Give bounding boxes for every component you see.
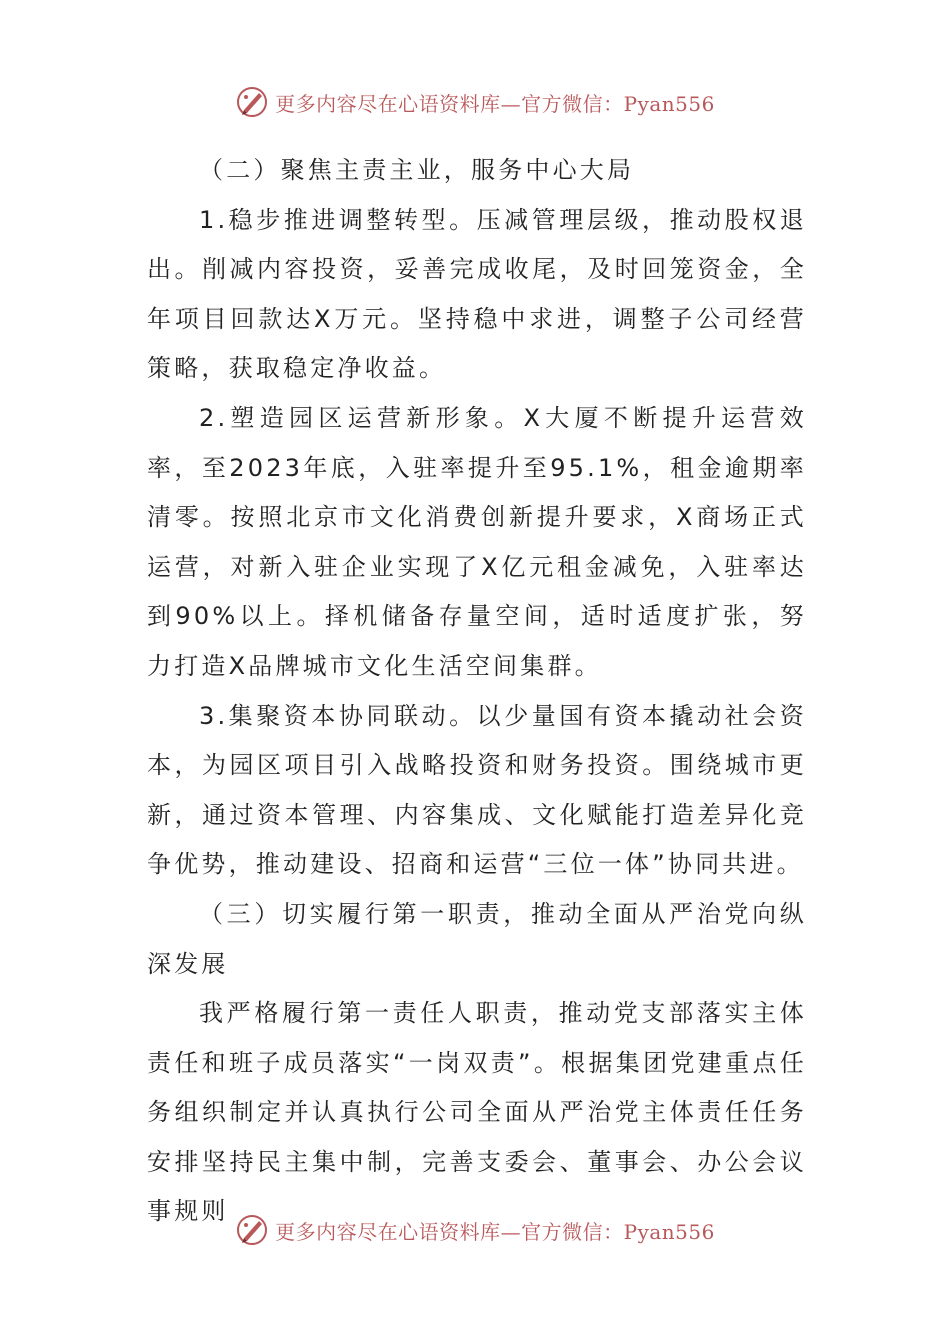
paragraph-3: 3.集聚资本协同联动。以少量国有资本撬动社会资本，为园区项目引入战略投资和财务投资。围绕城市更新，通过资本管理、内容集成、文化赋能打造差异化竞争优势，推动建设、招商和运营“三位一体”协同共进。 — [147, 701, 807, 879]
document-body — [147, 146, 807, 1237]
paragraph-4: 我严格履行第一责任人职责，推动党支部落实主体责任和班子成员落实“一岗双责”。根据集团党建重点任务组织制定并认真执行公司全面从严治党主体责任任务安排坚持民主集中制，完善支委会、董事会、办公会议事规则 — [147, 999, 807, 1226]
watermark-text: 更多内容尽在心语资料库—官方微信：Pyan556 — [275, 91, 715, 116]
section-heading-2: （二）聚焦主责主业，服务中心大局 — [199, 156, 635, 184]
watermark-header — [0, 82, 950, 122]
pen-circle-logo-icon — [235, 85, 269, 119]
watermark-text: 更多内容尽在心语资料库—官方微信：Pyan556 — [275, 1219, 715, 1244]
paragraph-2: 2.塑造园区运营新形象。X大厦不断提升运营效率，至2023年底，入驻率提升至95.1%，租金逾期率清零。按照北京市文化消费创新提升要求，X商场正式运营，对新入驻企业实现了X亿元租金减免，入驻率达到90%以上。择机储备存量空间，适时适度扩张，努力打造X品牌城市文化生活空间集群。 — [147, 403, 807, 680]
section-heading-3: （三）切实履行第一职责，推动全面从严治党向纵深发展 — [147, 899, 807, 978]
paragraph-1: 1.稳步推进调整转型。压减管理层级，推动股权退出。削减内容投资，妥善完成收尾，及时回笼资金，全年项目回款达X万元。坚持稳中求进，调整子公司经营策略，获取稳定净收益。 — [147, 205, 807, 383]
pen-circle-logo-icon — [235, 1213, 269, 1247]
watermark-footer — [0, 1210, 950, 1250]
